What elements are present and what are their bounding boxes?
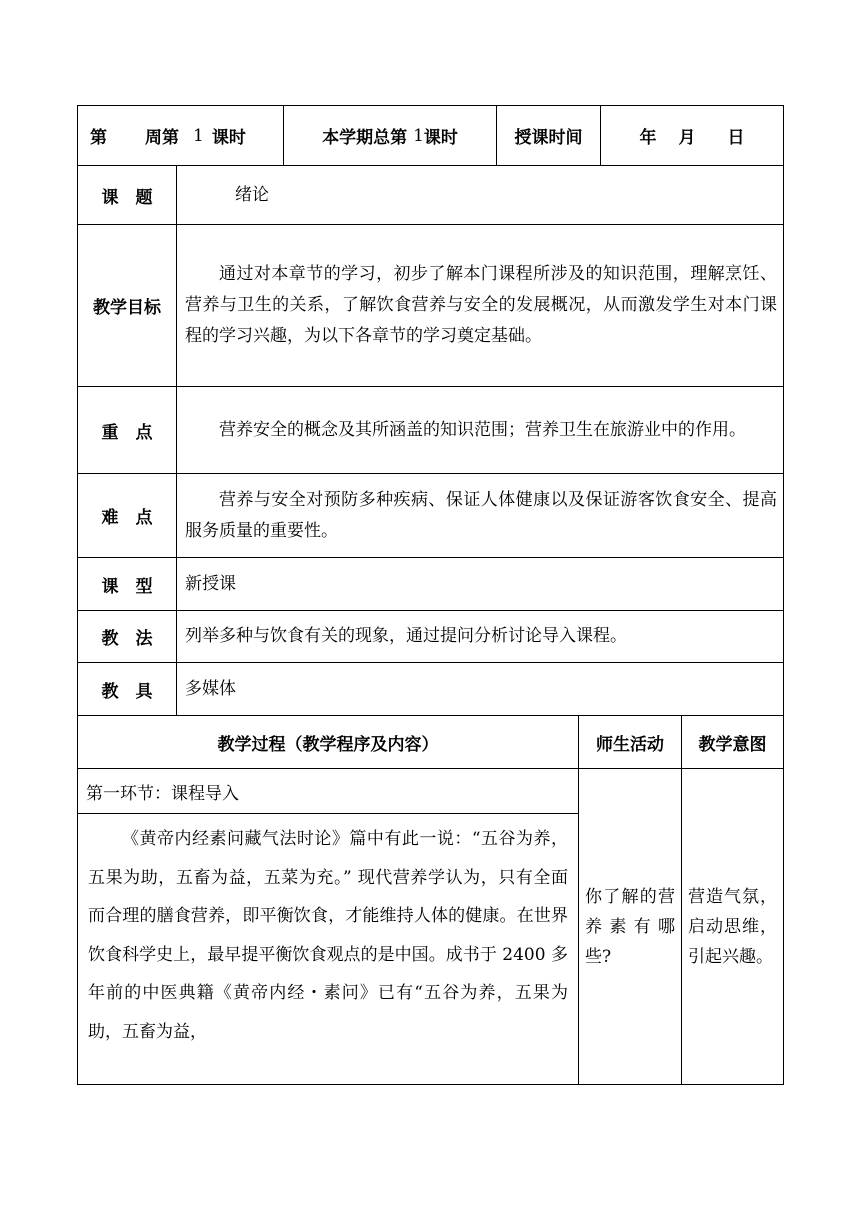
process-col2-header: 师生活动 — [579, 716, 682, 768]
intent-text: 营造气氛，启动思维，引起兴趣。 — [688, 886, 777, 967]
hard-value: 营养与安全对预防多种疾病、保证人体健康以及保证游客饮食安全、提高服务质量的重要性。 — [185, 489, 777, 541]
week-number: 1 — [193, 125, 204, 146]
type-label: 课 型 — [78, 558, 177, 610]
type-value: 新授课 — [185, 573, 236, 594]
term-cell — [284, 106, 497, 165]
activity-text: 你了解的营养素有哪些? — [585, 886, 675, 967]
term-prefix: 本学期总第 — [322, 128, 408, 148]
section-title: 第一环节：课程导入 — [78, 769, 578, 814]
tool-value: 多媒体 — [185, 678, 236, 699]
time-label: 授课时间 — [514, 128, 583, 148]
key-label: 重 点 — [78, 387, 177, 473]
week-cell — [78, 106, 284, 165]
key-row — [77, 386, 784, 473]
process-header-row — [77, 715, 784, 768]
method-row — [77, 610, 784, 662]
date-month: 月 — [678, 128, 696, 148]
topic-value: 绪论 — [235, 184, 269, 205]
term-number: 1 — [413, 125, 424, 146]
week-mid: 周第 — [145, 128, 179, 148]
key-value-cell — [177, 387, 783, 473]
term-suffix: 课时 — [423, 128, 458, 148]
process-body-row — [77, 768, 784, 1085]
goal-label: 教学目标 — [78, 225, 177, 386]
topic-row — [77, 165, 784, 224]
tool-label: 教 具 — [78, 663, 177, 715]
goal-value-cell — [177, 225, 783, 386]
hard-value-cell — [177, 474, 783, 557]
hard-label: 难 点 — [78, 474, 177, 557]
activity-cell — [579, 769, 682, 1084]
topic-label: 课 题 — [78, 166, 177, 224]
date-day: 日 — [727, 128, 745, 148]
method-value: 列举多种与饮食有关的现象，通过提问分析讨论导入课程。 — [185, 626, 627, 646]
type-row — [77, 557, 784, 610]
process-col1-header: 教学过程（教学程序及内容） — [78, 716, 579, 768]
goal-value: 通过对本章节的学习，初步了解本门课程所涉及的知识范围，理解烹饪、营养与卫生的关系，了解饮食营养与安全的发展概况，从而激发学生对本门课程的学习兴趣，为以下各章节的学习奠定基础。 — [185, 264, 777, 346]
method-label: 教 法 — [78, 611, 177, 662]
hard-row — [77, 473, 784, 557]
section-body: 《黄帝内经素问藏气法时论》篇中有此一说：“五谷为养，五果为助，五畜为益，五菜为充。” 现代营养学认为，只有全面而合理的膳食营养，即平衡饮食，才能维持人体的健康。在世界饮食科学史上，最早提平衡饮食观点的是中国。成书于 2400 多年前的中医典籍《黄帝内经・素问》已有“五谷为养，五果为助，五畜为益， — [88, 829, 568, 1042]
key-value: 营养安全的概念及其所涵盖的知识范围；营养卫生在旅游业中的作用。 — [219, 419, 746, 440]
intent-cell — [682, 769, 783, 1084]
week-prefix: 第 — [90, 128, 107, 148]
date-year: 年 — [639, 128, 657, 148]
week-suffix: 课时 — [211, 128, 246, 148]
lesson-plan-table — [77, 105, 784, 1085]
goal-row — [77, 224, 784, 386]
time-label-cell — [497, 106, 601, 165]
process-col3-header: 教学意图 — [698, 734, 767, 755]
header-row — [77, 105, 784, 165]
process-content — [78, 769, 579, 1084]
date-cell — [601, 106, 783, 165]
tool-row — [77, 662, 784, 715]
